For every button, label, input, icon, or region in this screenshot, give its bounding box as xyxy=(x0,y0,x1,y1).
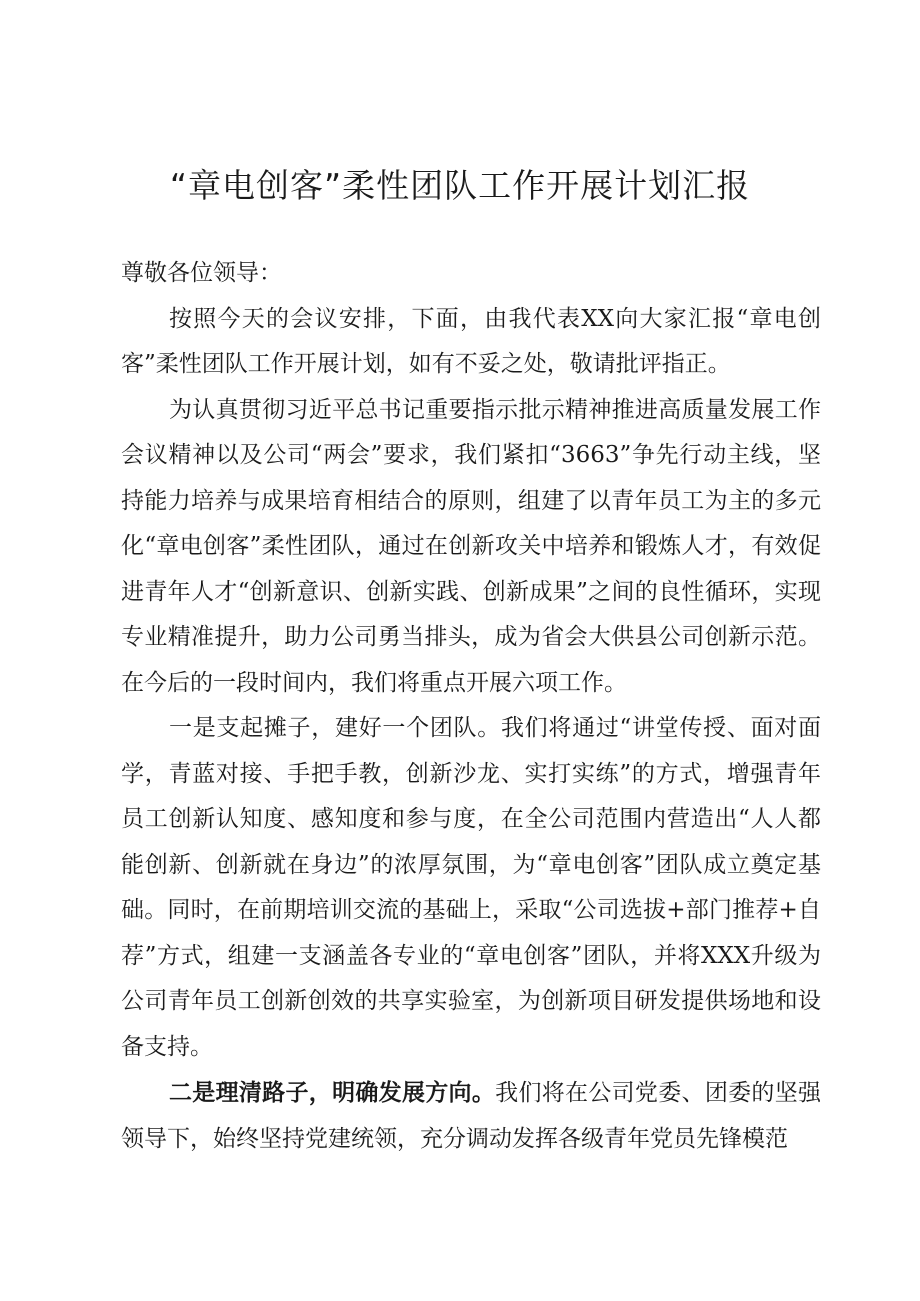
salutation: 尊敬各位领导： xyxy=(121,260,282,286)
paragraph-task-two xyxy=(121,1070,821,1162)
paragraph-task-one: 一是支起摊子，建好一个团队。我们将通过“讲堂传授、面对面学，青蓝对接、手把手教，创新沙龙、实打实练”的方式，增强青年员工创新认知度、感知度和参与度，在全公司范围内营造出“人人都能创新、创新就在身边”的浓厚氛围，为“章电创客”团队成立奠定基础。同时，在前期培训交流的基础上，采取“公司选拔+部门推荐+自荐”方式，组建一支涵盖各专业的“章电创客”团队，并将XXX升级为公司青年员工创新创效的共享实验室，为创新项目研发提供场地和设备支持。 xyxy=(121,715,821,1060)
paragraph-opening: 按照今天的会议安排，下面，由我代表XX向大家汇报“章电创客”柔性团队工作开展计划，如有不妥之处，敬请批评指正。 xyxy=(121,305,821,377)
paragraph-task-two-text: 我们将在公司党委、团委的坚强领导下，始终坚持党建统领，充分调动发挥各级青年党员先锋模范 xyxy=(121,1080,822,1152)
document-title: “章电创客”柔性团队工作开展计划汇报 xyxy=(169,166,751,205)
paragraph-task-two-lead: 二是理清路子，明确发展方向。 xyxy=(169,1079,496,1106)
document-body xyxy=(121,251,821,1162)
paragraph-background: 为认真贯彻习近平总书记重要指示批示精神推进高质量发展工作会议精神以及公司“两会”要求，我们紧扣“3663”争先行动主线，坚持能力培养与成果培育相结合的原则，组建了以青年员工为主的多元化“章电创客”柔性团队，通过在创新攻关中培养和锻炼人才，有效促进青年人才“创新意识、创新实践、创新成果”之间的良性循环，实现专业精准提升，助力公司勇当排头，成为省会大供县公司创新示范。在今后的一段时间内，我们将重点开展六项工作。 xyxy=(121,396,821,696)
